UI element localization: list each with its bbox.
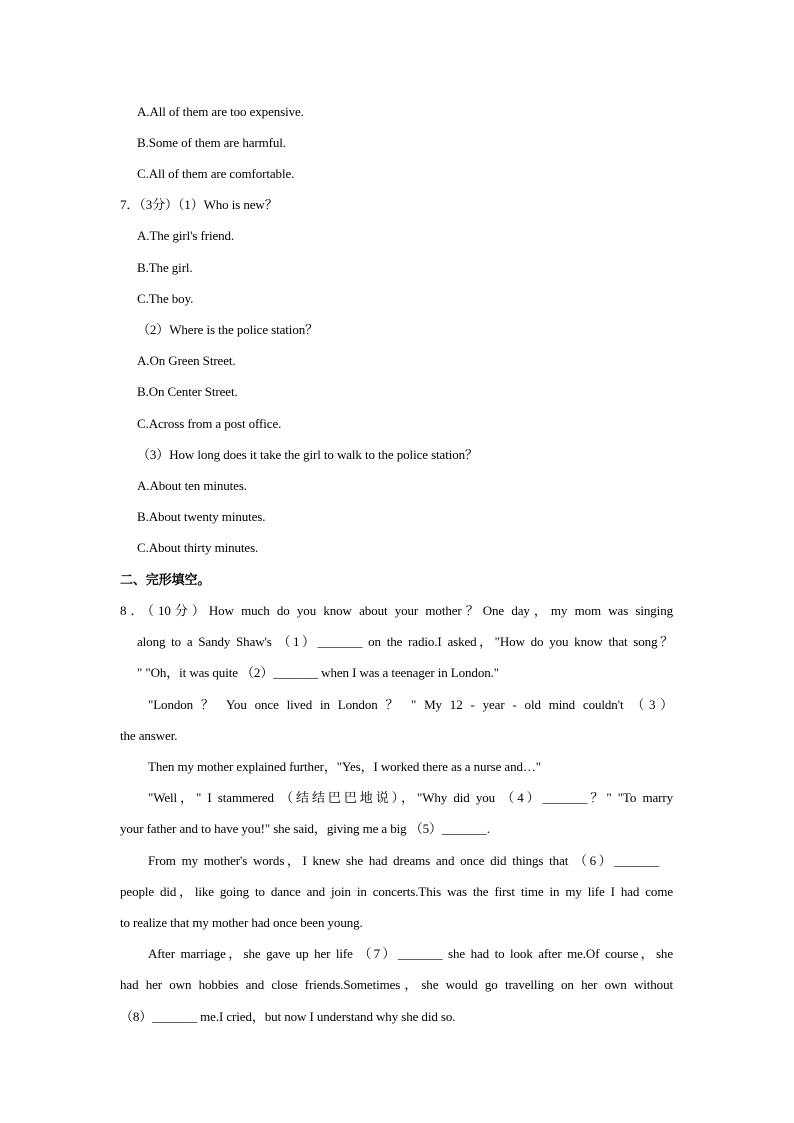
q7-header: 7．（3分）（1）Who is new？ [120, 197, 278, 212]
q8-line-13: had her own hobbies and close friends.Sometimes，she would go travelling on her own without [120, 977, 673, 992]
q8-line-12: After marriage，she gave up her life （7）_______ she had to look after me.Of course，she [148, 946, 673, 961]
q7-sub2-option-c: C.Across from a post office. [137, 416, 282, 431]
q7-sub2-option-a: A.On Green Street. [137, 353, 236, 368]
q7-sub2-question: （2）Where is the police station？ [137, 322, 319, 337]
q7-sub3-question: （3）How long does it take the girl to walk to the police station？ [137, 447, 478, 462]
q8-line-5: the answer. [120, 728, 178, 743]
q6-option-a: A.All of them are too expensive. [137, 104, 304, 119]
q6-option-c: C.All of them are comfortable. [137, 166, 295, 181]
q8-line-1: 8．（10分）How much do you know about your mother？One day，my mom was singing [120, 603, 673, 618]
q7-sub3-option-b: B.About twenty minutes. [137, 509, 266, 524]
q8-line-6: Then my mother explained further，"Yes，I worked there as a nurse and…" [148, 759, 542, 774]
q7-sub1-option-a: A.The girl's friend. [137, 228, 235, 243]
q8-line-4: "London ？ You once lived in London ？ " My 12 - year - old mind couldn't （3） [148, 697, 673, 712]
q7-sub3-option-c: C.About thirty minutes. [137, 540, 259, 555]
q7-sub1-option-b: B.The girl. [137, 260, 193, 275]
q8-line-2: along to a Sandy Shaw's （1）_______ on the radio.I asked，"How do you know that song？ [137, 634, 673, 649]
section-title: 二、完形填空。 [120, 572, 211, 587]
q6-option-b: B.Some of them are harmful. [137, 135, 286, 150]
q8-line-14: （8）_______ me.I cried，but now I understand why she did so. [120, 1009, 456, 1024]
q8-line-3: " "Oh，it was quite （2）_______ when I was a teenager in London." [137, 665, 499, 680]
q8-line-8: your father and to have you!" she said，giving me a big （5）_______. [120, 821, 490, 836]
q7-sub3-option-a: A.About ten minutes. [137, 478, 247, 493]
q8-line-9: From my mother's words，I knew she had dreams and once did things that （6）_______ [148, 853, 659, 868]
q8-line-11: to realize that my mother had once been young. [120, 915, 363, 930]
q7-sub1-option-c: C.The boy. [137, 291, 194, 306]
q7-sub2-option-b: B.On Center Street. [137, 384, 238, 399]
q8-line-10: people did，like going to dance and join in concerts.This was the first time in my life I had come [120, 884, 673, 899]
q8-line-7: "Well，" I stammered （结结巴巴地说），"Why did you （4）_______？" "To marry [148, 790, 673, 805]
